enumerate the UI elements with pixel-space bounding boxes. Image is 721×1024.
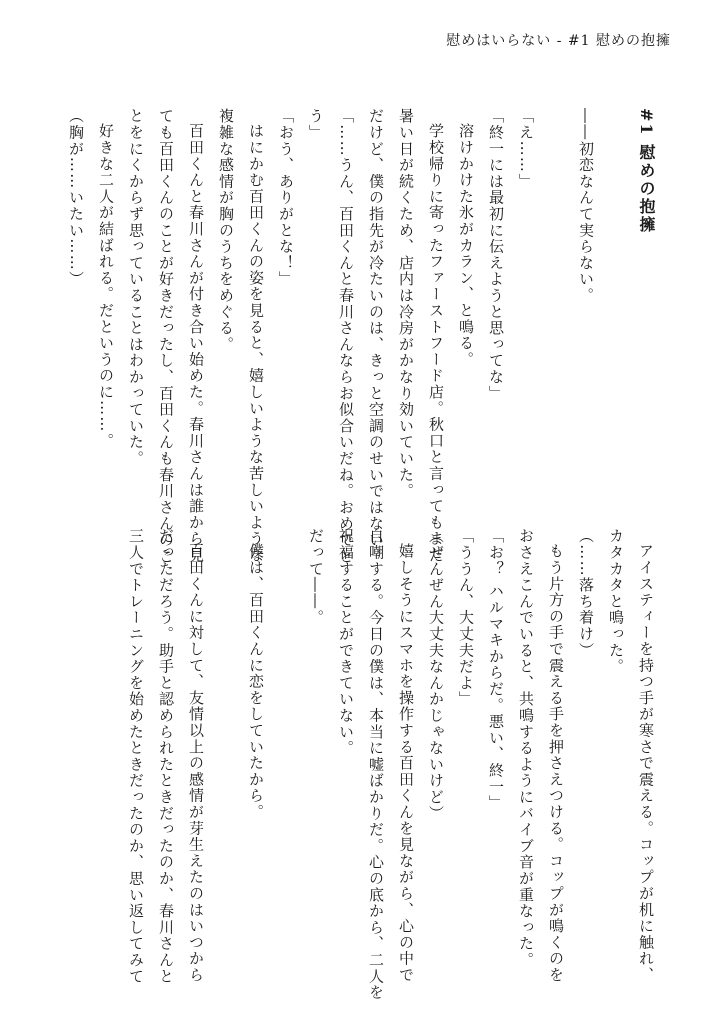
text-line: ても百田くんのことが好きだったし、百田くんも春川さんのこ: [157, 108, 175, 565]
text-line: う」: [307, 108, 325, 141]
spacer: [211, 528, 241, 948]
spacer: [541, 108, 571, 518]
text-line: 溶けかけた氷がカラン、と鳴る。: [457, 123, 475, 368]
text-line: ――初恋なんて実らない。: [577, 108, 595, 304]
text-line: 嬉しそうにスマホを操作する百田くんを見ながら、心の中で: [397, 543, 415, 984]
lower-text-block: [121, 528, 661, 1001]
text-line: 自嘲する。今日の僕は、本当に嘘ばかりだ。心の底から、二人を: [367, 528, 385, 1001]
text-line: 「え……」: [517, 108, 535, 190]
text-line: 三人でトレーニングを始めたときだったのか、思い返してみて: [127, 528, 145, 985]
text-line: （……落ち着け）: [577, 528, 595, 659]
running-header: 慰めはいらない - #1 慰めの抱擁: [446, 33, 671, 49]
text-line: 「お？ ハルマキからだ。悪い、終一」: [487, 528, 505, 812]
text-line: もう片方の手で震える手を押さえつける。コップが鳴くのを: [547, 543, 565, 984]
text-line: 「ううん、大丈夫だよ」: [457, 528, 475, 708]
text-line: 複雑な感情が胸のうちをめぐる。: [217, 108, 235, 353]
text-line: 好きな二人が結ばれる。だというのに……。: [97, 123, 115, 449]
text-line: 「……うん、百田くんと春川さんならお似合いだね。おめでと: [337, 108, 355, 565]
text-line: カタカタと鳴った。: [607, 528, 625, 675]
text-line: （胸が……いたい……）: [67, 108, 85, 288]
text-line: アイスティーを持つ手が寒さで震える。コップが机に触れ、: [637, 543, 655, 984]
text-line: だけど、僕の指先が冷たいのは、きっと空調のせいではない。: [367, 108, 385, 565]
text-line: おさえこんでいると、共鳴するようにバイブ音が重なった。: [517, 528, 535, 969]
text-line: はにかむ百田くんの姿を見ると、嬉しいような苦しいような: [247, 123, 265, 564]
text-line: （ぜんぜん大丈夫なんかじゃないけど）: [427, 528, 445, 822]
text-line: だって――。: [307, 528, 325, 626]
text-line: 僕は、百田くんに恋をしていたから。: [247, 543, 265, 821]
text-line: 暑い日が続くため、店内は冷房がかなり効いていた。: [397, 108, 415, 500]
chapter-title: #1 慰めの抱擁: [637, 108, 656, 235]
text-line: だっただろう。助手と認められたときだったのか、春川さんと: [157, 528, 175, 985]
text-line: 百田くんに対して、友情以上の感情が芽生えたのはいつから: [187, 543, 205, 984]
text-line: 「おう、ありがとな！」: [277, 108, 295, 288]
text-line: とをにくからず思っていることはわかっていた。: [127, 108, 145, 467]
spacer: [601, 108, 631, 518]
spacer: [271, 528, 301, 948]
text-line: 「終一には最初に伝えようと思ってな」: [487, 108, 505, 402]
text-line: 百田くんと春川さんが付き合い始めた。春川さんは誰から見: [187, 123, 205, 564]
text-line: 学校帰りに寄ったファーストフード店。秋口と言ってもまだ: [427, 123, 445, 564]
text-line: 祝福することができていない。: [337, 528, 355, 757]
upper-text-block: [61, 108, 661, 565]
